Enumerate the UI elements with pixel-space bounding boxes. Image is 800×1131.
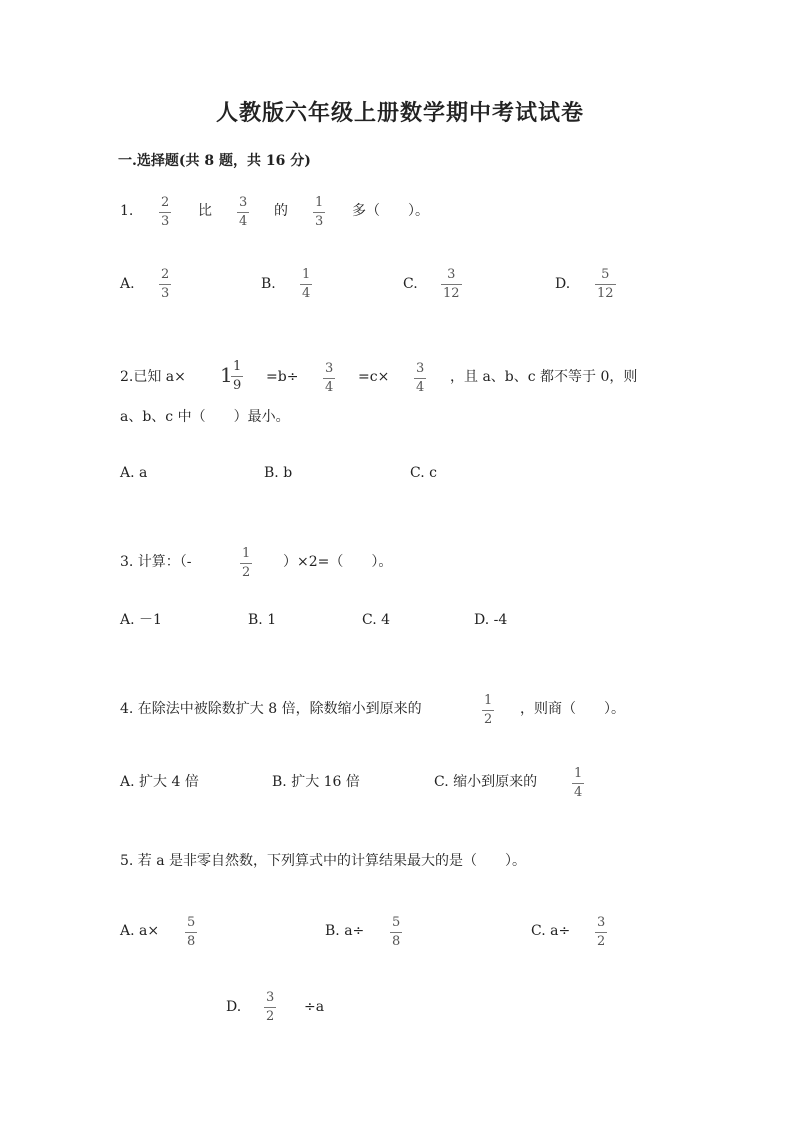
q4-option-a: A. 扩大 4 倍 — [120, 774, 199, 790]
q5-option-c-fraction: 3 2 — [597, 915, 606, 949]
q4-option-c: C. 缩小到原来的 — [434, 774, 538, 790]
q1-fraction-c: 1 3 — [315, 195, 324, 229]
q2-prefix: 2.已知 a× — [120, 369, 186, 385]
q5-option-a-fraction: 5 8 — [187, 915, 196, 949]
q1-number: 1. — [120, 203, 134, 219]
q2-eq-b: =b÷ — [266, 369, 299, 385]
q2-mixed-fraction: 1 9 — [233, 359, 242, 393]
q1-tail: 多（ ）。 — [352, 203, 429, 219]
q1-option-a-label: A. — [120, 276, 135, 292]
q2-option-a: A. a — [120, 465, 148, 481]
q2-fraction-b: 3 4 — [325, 361, 334, 395]
q4-option-c-fraction: 1 4 — [574, 766, 583, 800]
q5-option-d-tail: ÷a — [304, 999, 325, 1015]
section-heading: 一.选择题(共 8 题，共 16 分) — [118, 153, 311, 169]
q5-option-c-label: C. a÷ — [531, 923, 571, 939]
q2-mixed-whole: 1 — [220, 363, 233, 387]
q5-option-d-fraction: 3 2 — [266, 990, 275, 1024]
q1-word-bi: 比 — [198, 203, 212, 219]
q1-option-d-fraction: 5 12 — [597, 267, 614, 301]
page-title: 人教版六年级上册数学期中考试试卷 — [215, 100, 584, 126]
q4-prefix: 4. 在除法中被除数扩大 8 倍，除数缩小到原来的 — [120, 701, 422, 717]
q4-option-b: B. 扩大 16 倍 — [272, 774, 360, 790]
q3-option-c: C. 4 — [362, 612, 391, 628]
q2-tail: ，且 a、b、c 都不等于 0，则 — [450, 369, 638, 385]
q1-option-b-fraction: 1 4 — [302, 267, 311, 301]
q5-option-a-label: A. a× — [120, 923, 160, 939]
q1-option-c-fraction: 3 12 — [443, 267, 460, 301]
q5-option-b-fraction: 5 8 — [392, 915, 401, 949]
q3-prefix: 3. 计算：（- — [120, 554, 192, 570]
q5-stem: 5. 若 a 是非零自然数，下列算式中的计算结果最大的是（ ）。 — [120, 853, 527, 869]
q5-option-b-label: B. a÷ — [325, 923, 365, 939]
q1-option-a-fraction: 2 3 — [161, 267, 170, 301]
q3-fraction: 1 2 — [242, 546, 251, 580]
q2-eq-c: =c× — [358, 369, 390, 385]
q4-tail: ，则商（ ）。 — [520, 701, 625, 717]
q2-option-b: B. b — [264, 465, 293, 481]
q1-option-d-label: D. — [555, 276, 571, 292]
q1-option-c-label: C. — [403, 276, 418, 292]
q4-fraction: 1 2 — [484, 693, 493, 727]
q1-option-b-label: B. — [261, 276, 276, 292]
q5-option-d-label: D. — [226, 999, 242, 1015]
q2-fraction-c: 3 4 — [416, 361, 425, 395]
q3-option-d: D. -4 — [474, 612, 508, 628]
q3-tail: ）×2=（ ）。 — [283, 554, 393, 570]
q1-word-de: 的 — [274, 203, 288, 219]
q1-fraction-a: 2 3 — [161, 195, 170, 229]
q3-option-b: B. 1 — [248, 612, 277, 628]
q2-option-c: C. c — [410, 465, 437, 481]
q1-fraction-b: 3 4 — [239, 195, 248, 229]
q2-line2: a、b、c 中（ ）最小。 — [120, 409, 290, 425]
q3-option-a: A. －1 — [120, 612, 162, 628]
